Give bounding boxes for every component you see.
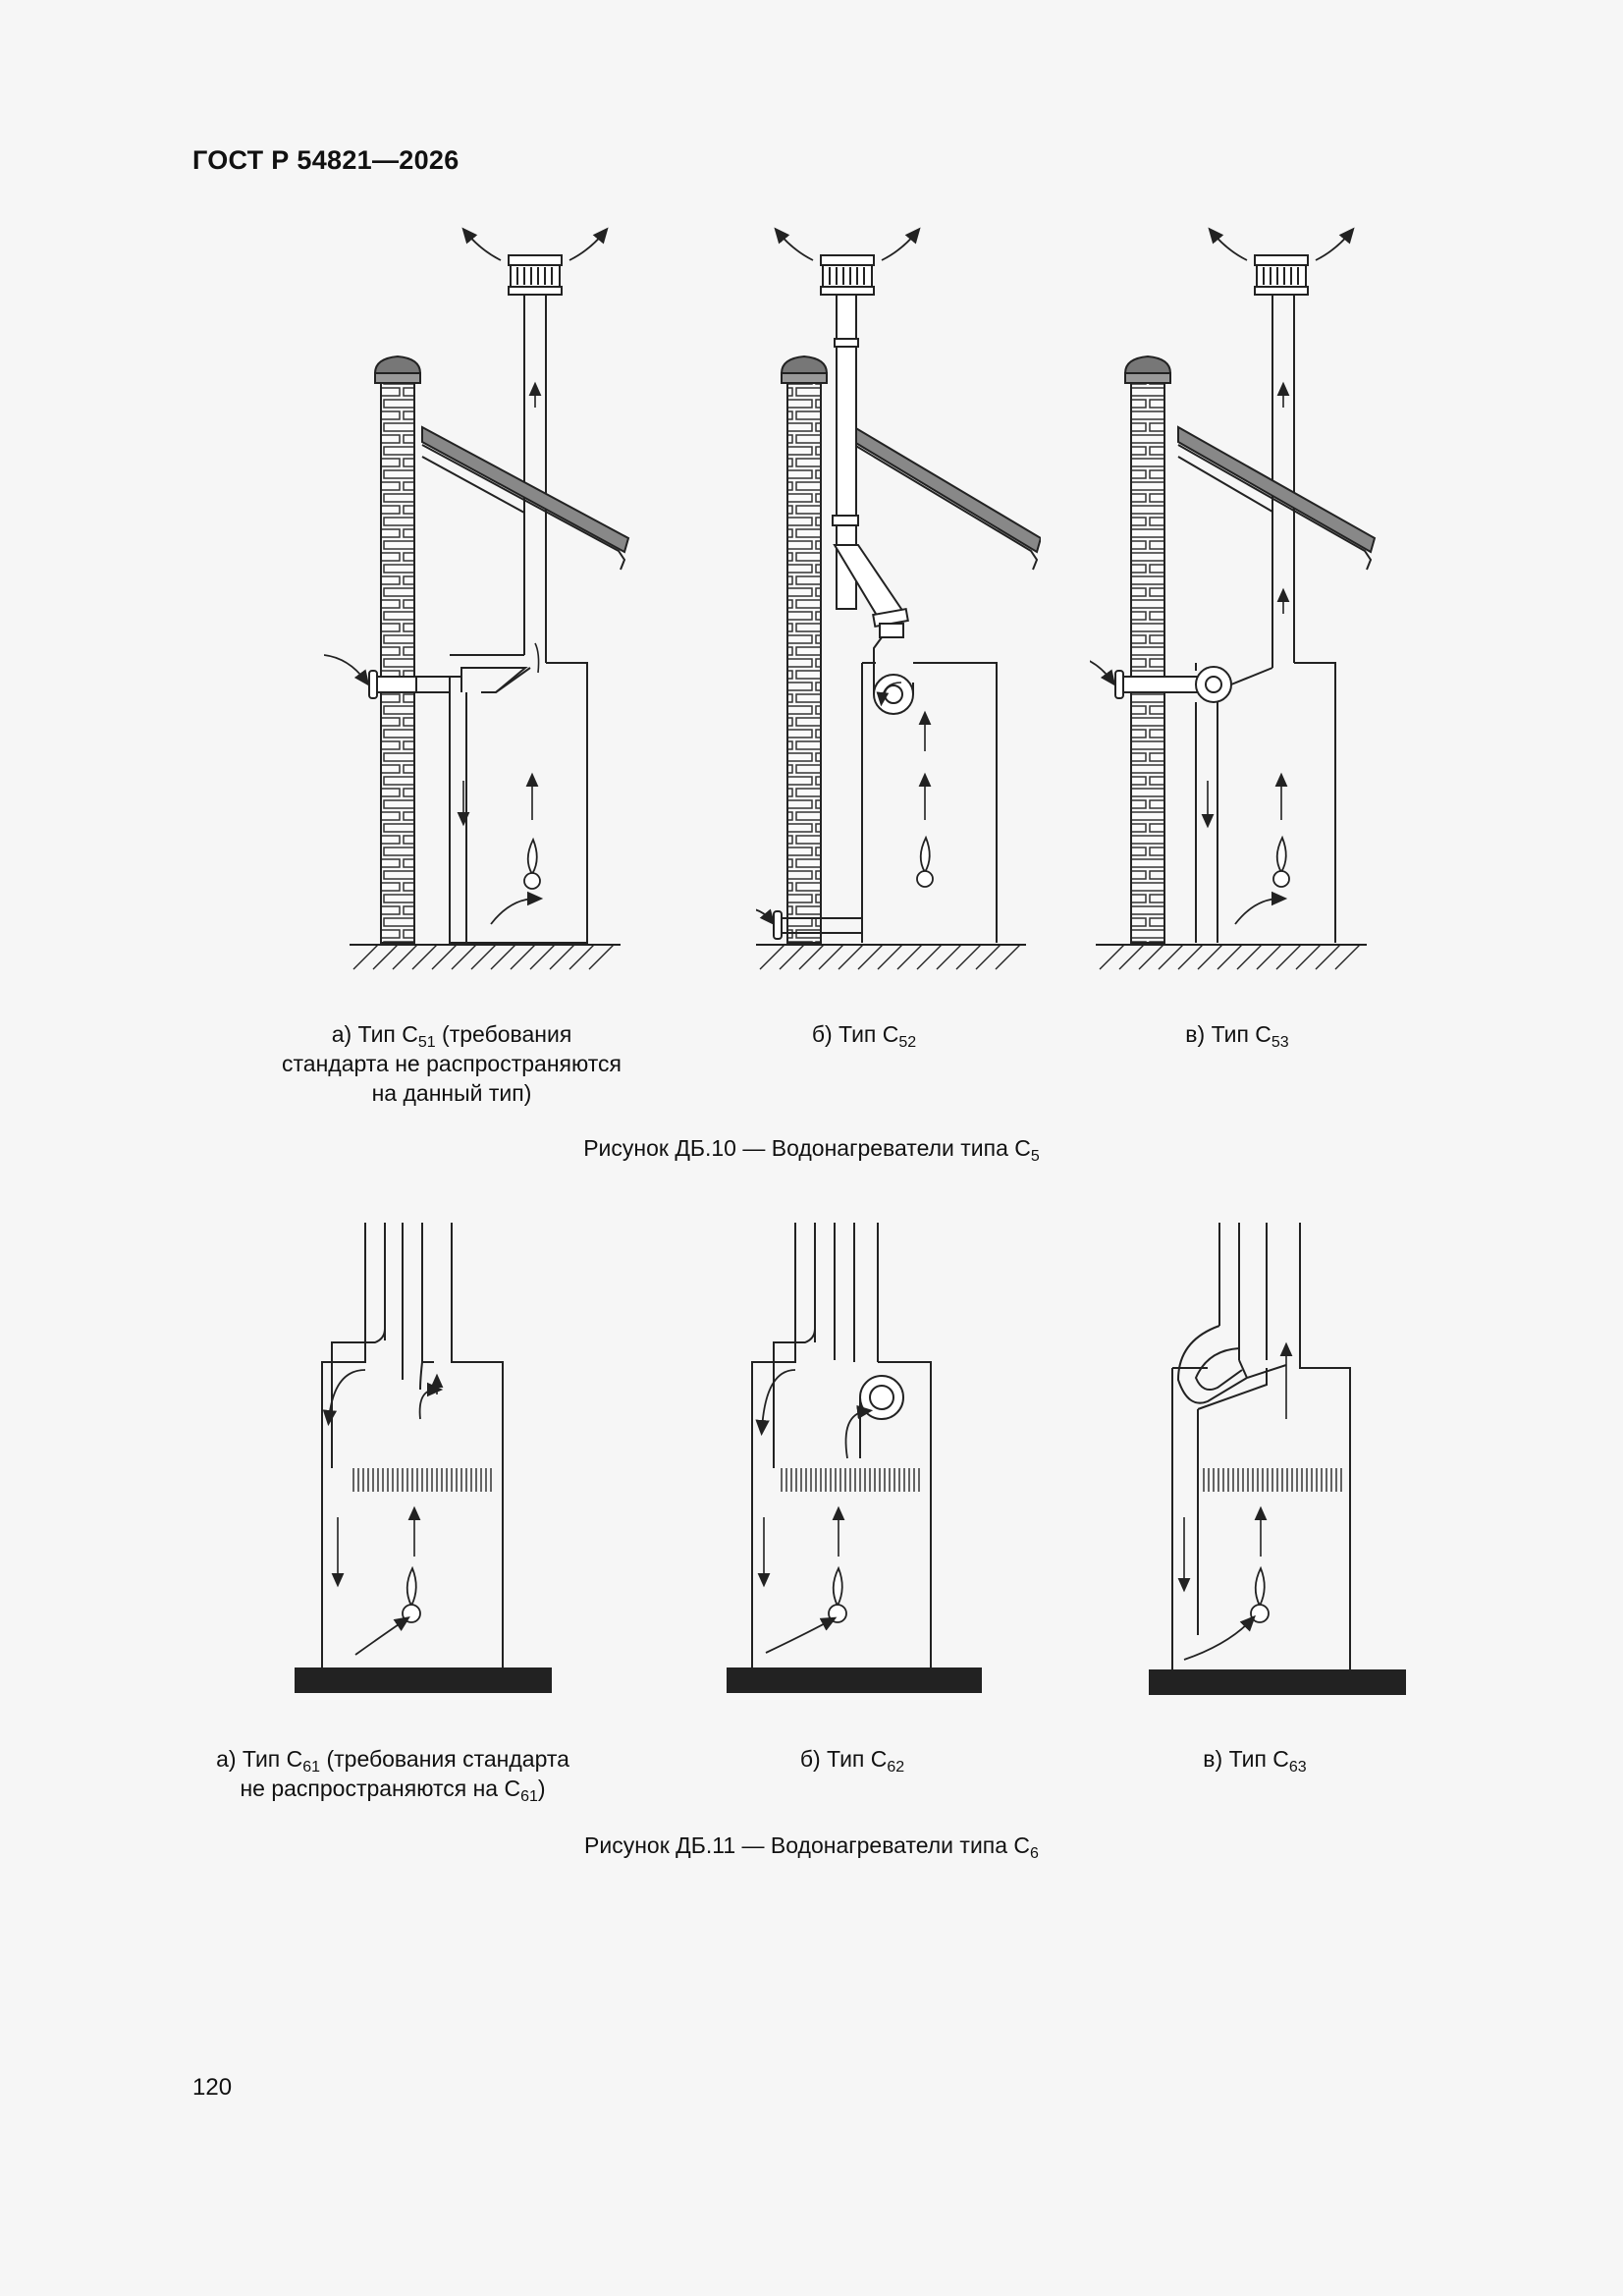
flame-icon xyxy=(829,1568,846,1622)
burner-grid xyxy=(353,1468,491,1492)
caption-c63: в) Тип $С_{63}$ xyxy=(1203,1746,1307,1776)
caption-c52: б) Тип $С_{52}$ xyxy=(811,1021,917,1051)
vent-cap-icon xyxy=(1255,255,1308,295)
diagram-c53 xyxy=(1090,221,1384,982)
flame-icon xyxy=(1273,838,1289,887)
vent-cap-icon xyxy=(509,255,562,295)
diagram-c61 xyxy=(295,1223,560,1699)
figure-11-title: Рисунок ДБ.11 — Водонагреватели типа $С_6$ xyxy=(584,1832,1039,1862)
caption-c61: а) Тип $С_{61}$ (требования стандарта не распространяются на $С_{61}$) xyxy=(216,1746,569,1805)
page-number: 120 xyxy=(192,2074,233,2101)
vent-cap-icon xyxy=(821,255,874,295)
diagram-c63 xyxy=(1149,1223,1414,1699)
caption-c53: в) Тип $С_{53}$ xyxy=(1185,1021,1289,1051)
diagram-c52 xyxy=(756,221,1041,982)
figure-10-title: Рисунок ДБ.10 — Водонагреватели типа $С_5$ xyxy=(583,1135,1040,1165)
flame-icon xyxy=(403,1568,420,1622)
flame-icon xyxy=(917,838,933,887)
caption-c51: а) Тип $С_{51}$ (требования стандарта не распространяются на данный тип) xyxy=(282,1021,622,1106)
burner-grid xyxy=(1204,1468,1341,1492)
document-header: ГОСТ Р 54821—2026 xyxy=(192,145,460,175)
diagram-c51 xyxy=(324,221,648,982)
burner-grid xyxy=(782,1468,919,1492)
caption-c62: б) Тип $С_{62}$ xyxy=(799,1746,905,1776)
flame-icon xyxy=(1251,1568,1269,1622)
diagram-c62 xyxy=(725,1223,990,1699)
flame-icon xyxy=(524,840,540,889)
